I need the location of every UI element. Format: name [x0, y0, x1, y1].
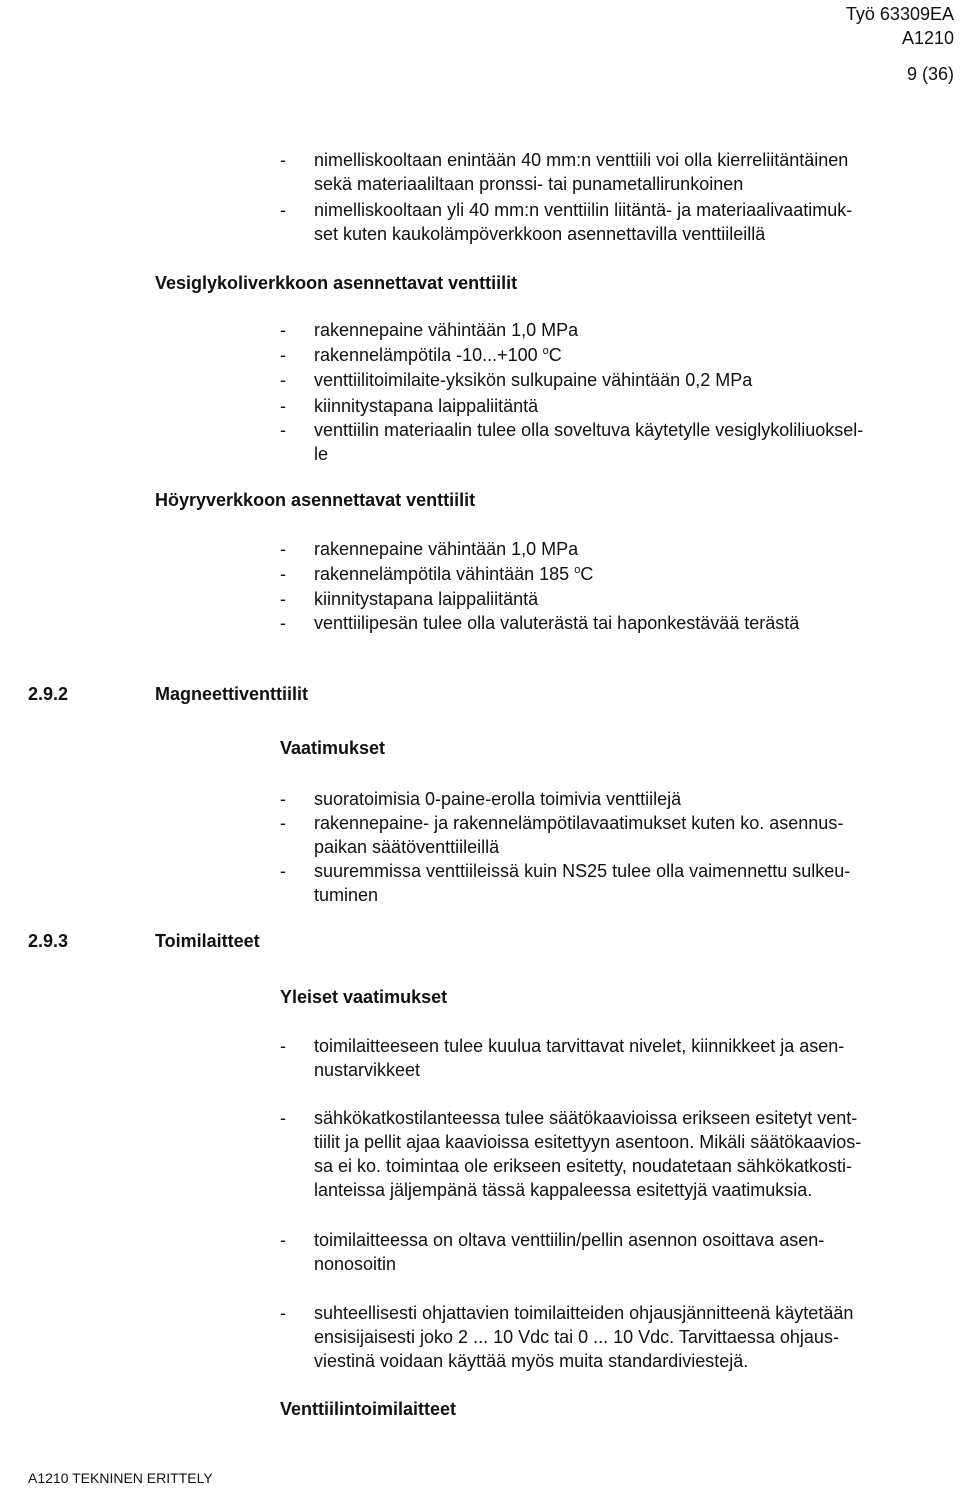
- footer-text: A1210 TEKNINEN ERITTELY: [28, 1470, 213, 1486]
- list-item-line: suuremmissa venttiileissä kuin NS25 tulee olla vaimennettu sulkeu-: [314, 861, 851, 881]
- list-item-line: rakennepaine- ja rakennelämpötilavaatimukset kuten ko. asennus-: [314, 813, 844, 833]
- list-item: - venttiilin materiaalin tulee olla soveltuva käytetylle vesiglykoliliuoksel- le: [280, 418, 960, 466]
- list-item-line: nonosoitin: [314, 1254, 397, 1274]
- list-item-temperature: - rakennelämpötila vähintään 185 $^o$C: [280, 562, 960, 586]
- list-item-line: tiilit ja pellit ajaa kaavioissa esitettyyn asentoon. Mikäli säätökaavios-: [314, 1132, 862, 1152]
- list-item-line: sekä materiaaliltaan pronssi- tai punametallirunkoinen: [314, 174, 744, 194]
- page-number: 9 (36): [906, 64, 954, 84]
- list-item: [280, 148, 960, 196]
- list-item-line: venttiilitoimilaite-yksikön sulkupaine vähintään 0,2 MPa: [314, 370, 753, 390]
- list-item-line: lanteissa jäljempänä tässä kappaleessa esitettyjä vaatimuksia.: [314, 1180, 813, 1200]
- document-number: Työ 63309EA: [845, 4, 954, 24]
- list-item-temperature: - rakennelämpötila -10...+100 $^o$C: [280, 343, 960, 367]
- list-item-line: sa ei ko. toimintaa ole erikseen esitetty, noudatetaan sähkökatkosti-: [314, 1156, 852, 1176]
- list-item: - toimilaitteessa on oltava venttiilin/pellin asennon osoittava asen- nonosoitin: [280, 1228, 960, 1276]
- list-item-line: viestinä voidaan käyttää myös muita standardiviestejä.: [314, 1351, 749, 1371]
- list-item: - kiinnitystapana laippaliitäntä: [280, 394, 960, 418]
- list-item-line: rakennepaine vähintään 1,0 MPa: [314, 539, 579, 559]
- subheading: Vaatimukset: [280, 738, 386, 758]
- list-item: - venttiilipesän tulee olla valuterästä tai haponkestävää terästä: [280, 611, 960, 635]
- list-item: - toimilaitteeseen tulee kuulua tarvittavat nivelet, kiinnikkeet ja asen- nustarvikkeet: [280, 1034, 960, 1082]
- section-title: Toimilaitteet: [155, 931, 260, 951]
- list-item-line: rakennepaine vähintään 1,0 MPa: [314, 320, 579, 340]
- list-item: - venttiilitoimilaite-yksikön sulkupaine vähintään 0,2 MPa: [280, 368, 960, 392]
- list-item-line: suoratoimisia 0-paine-erolla toimivia venttiilejä: [314, 789, 682, 809]
- list-item-line: rakennelämpötila vähintään 185 $^o$C: [314, 564, 594, 584]
- list-item: - kiinnitystapana laippaliitäntä: [280, 587, 960, 611]
- subheading: Yleiset vaatimukset: [280, 987, 448, 1007]
- bullet-dash: -: [280, 200, 286, 220]
- list-item-line: suhteellisesti ohjattavien toimilaitteiden ohjausjännitteenä käytetään: [314, 1303, 854, 1323]
- list-item-line: nimelliskooltaan enintään 40 mm:n venttiili voi olla kierreliitäntäinen: [314, 150, 849, 170]
- list-item-line: nimelliskooltaan yli 40 mm:n venttiilin liitäntä- ja materiaalivaatimuk-: [314, 200, 853, 220]
- list-item-line: toimilaitteessa on oltava venttiilin/pellin asennon osoittava asen-: [314, 1230, 825, 1250]
- list-item: - sähkökatkostilanteessa tulee säätökaavioissa erikseen esitetyt vent- tiilit ja pellit ajaa kaavioissa esitettyyn asentoon. Mikäli säätökaavios- sa ei ko. toimintaa ole erikseen esitetty, noudatetaan sähkökatkosti- lanteissa jäljempänä tässä kappaleessa esitettyjä vaatimuksia.: [280, 1106, 960, 1202]
- list-item-line: venttiilipesän tulee olla valuterästä tai haponkestävää terästä: [314, 613, 800, 633]
- list-item: - suoratoimisia 0-paine-erolla toimivia venttiilejä: [280, 787, 960, 811]
- list-item-line: ensisijaisesti joko 2 ... 10 Vdc tai 0 ... 10 Vdc. Tarvittaessa ohjaus-: [314, 1327, 839, 1347]
- list-item-line: set kuten kaukolämpöverkkoon asennettavilla venttiileillä: [314, 224, 766, 244]
- list-item-line: tuminen: [314, 885, 379, 905]
- list-item: - rakennepaine vähintään 1,0 MPa: [280, 318, 960, 342]
- list-item: - suuremmissa venttiileissä kuin NS25 tulee olla vaimennettu sulkeu- tuminen: [280, 859, 960, 907]
- section-number: 2.9.3: [28, 931, 69, 951]
- list-item-line: le: [314, 444, 329, 464]
- degree-sup: o: [574, 564, 581, 576]
- steam-heading: Höyryverkkoon asennettavat venttiilit: [155, 490, 476, 510]
- list-item-line: paikan säätöventtiileillä: [314, 837, 500, 857]
- section-number: 2.9.2: [28, 684, 69, 704]
- list-item-line: nustarvikkeet: [314, 1060, 421, 1080]
- list-item-line: rakennelämpötila -10...+100 $^o$C: [314, 345, 562, 365]
- list-item-line: kiinnitystapana laippaliitäntä: [314, 396, 539, 416]
- list-item-line: toimilaitteeseen tulee kuulua tarvittavat nivelet, kiinnikkeet ja asen-: [314, 1036, 845, 1056]
- list-item-line: kiinnitystapana laippaliitäntä: [314, 589, 539, 609]
- degree-sup: o: [542, 345, 549, 357]
- list-item-line: sähkökatkostilanteessa tulee säätökaavioissa erikseen esitetyt vent-: [314, 1108, 858, 1128]
- list-item-line: venttiilin materiaalin tulee olla soveltuva käytetylle vesiglykoliliuoksel-: [314, 420, 864, 440]
- list-item: - rakennepaine vähintään 1,0 MPa: [280, 537, 960, 561]
- subheading: Venttiilintoimilaitteet: [280, 1399, 457, 1419]
- bullet-dash: -: [280, 150, 286, 170]
- list-item: - suhteellisesti ohjattavien toimilaitteiden ohjausjännitteenä käytetään ensisijaisesti joko 2 ... 10 Vdc tai 0 ... 10 Vdc. Tarvittaessa ohjaus- viestinä voidaan käyttää myös muita standardiviestejä.: [280, 1301, 960, 1373]
- list-item: [280, 198, 960, 246]
- section-title: Magneettiventtiilit: [155, 684, 309, 704]
- glycol-heading: Vesiglykoliverkkoon asennettavat venttiilit: [155, 273, 518, 293]
- document-code: A1210: [901, 28, 954, 48]
- list-item: - rakennepaine- ja rakennelämpötilavaatimukset kuten ko. asennus- paikan säätöventtiileillä: [280, 811, 960, 859]
